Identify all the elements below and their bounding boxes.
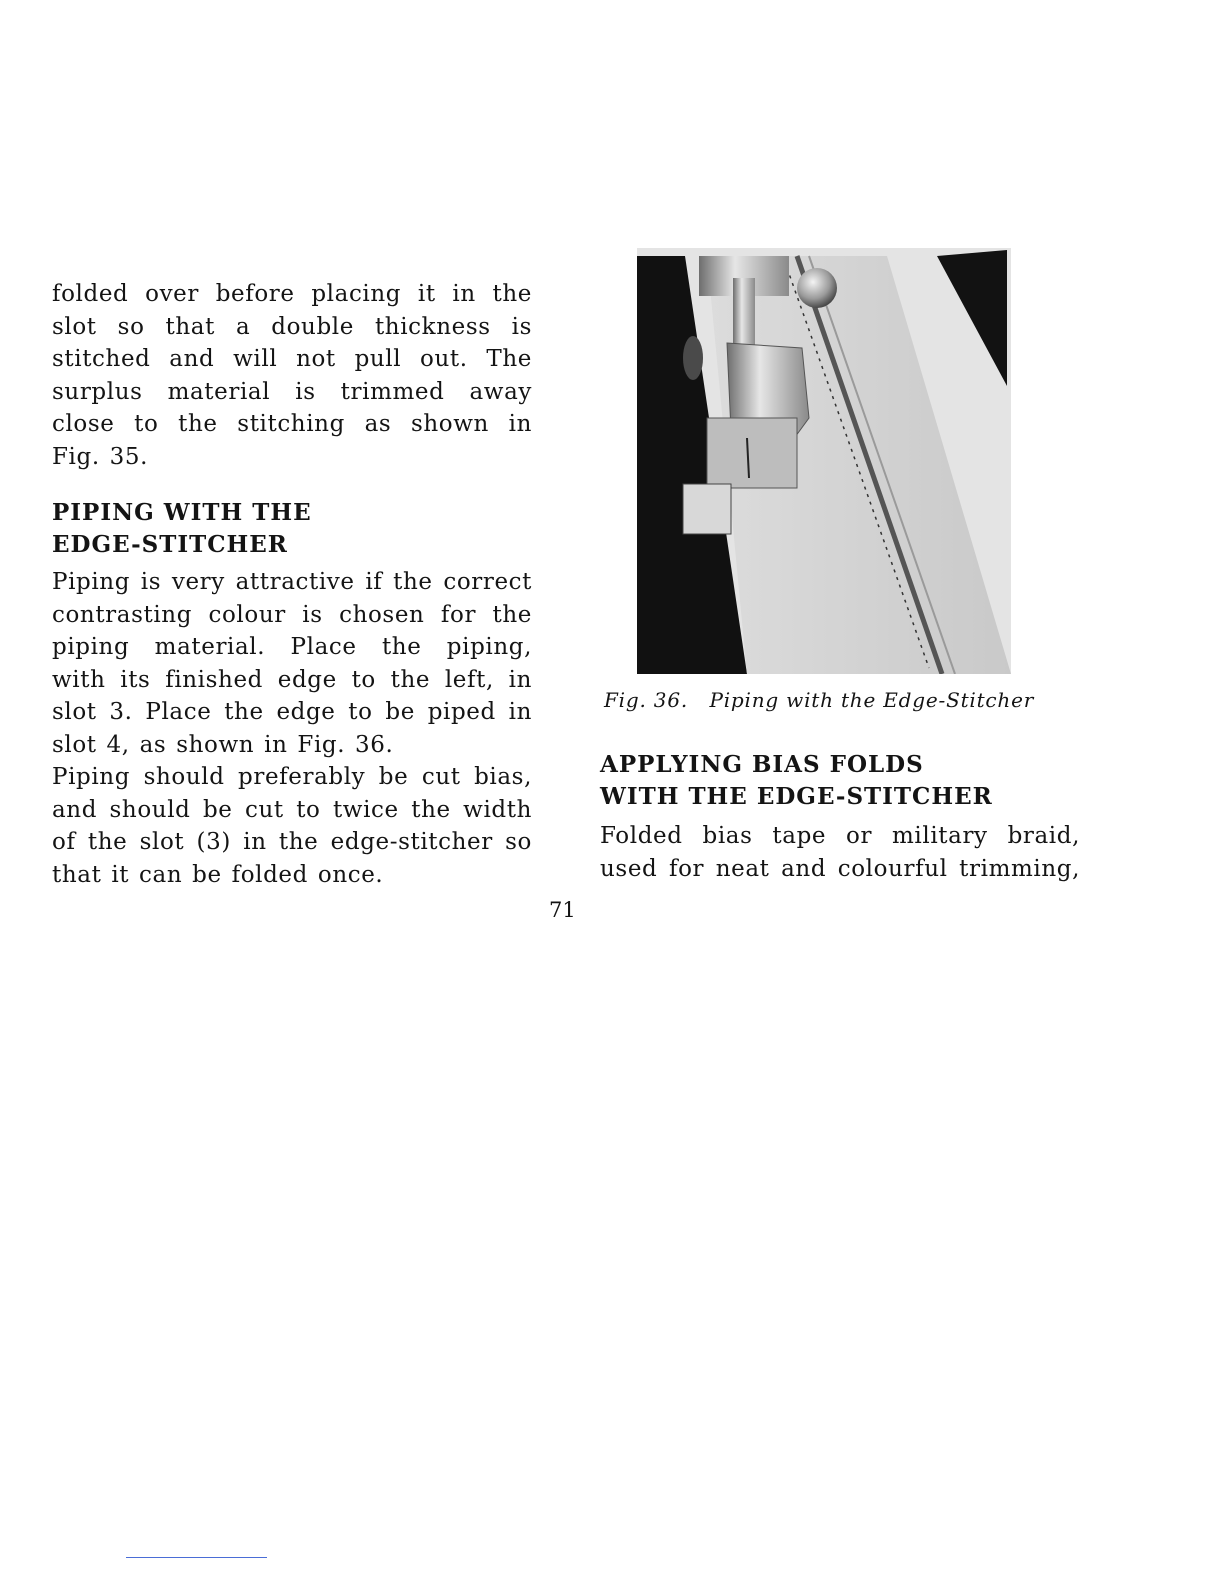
text-line: slot 4, as shown in Fig. 36.	[52, 731, 394, 758]
figure-36-photo	[637, 248, 1011, 674]
text-line: used for neat and colourful trimming,	[600, 855, 1080, 882]
text-line: piping material. Place the piping,	[52, 634, 532, 660]
heading-line: EDGE-STITCHER	[52, 531, 288, 558]
page-number: 71	[549, 898, 576, 922]
text-line: of the slot (3) in the edge-stitcher so	[52, 829, 532, 855]
text-line: Piping should preferably be cut bias,	[52, 764, 532, 790]
text-line: that it can be folded once.	[52, 861, 384, 888]
text-line: and should be cut to twice the width	[52, 796, 532, 823]
text-line: folded over before placing it in the	[52, 281, 532, 307]
text-line: stitched and will not pull out. The	[52, 346, 532, 372]
piping-paragraph-1	[52, 566, 532, 761]
text-line: slot 3. Place the edge to be piped in	[52, 699, 532, 725]
text-line: Fig. 35.	[52, 443, 149, 470]
bias-folds-paragraph	[600, 820, 1080, 885]
text-line: contrasting colour is chosen for the	[52, 601, 532, 628]
text-line: slot so that a double thickness is	[52, 313, 532, 340]
text-line: with its finished edge to the left, in	[52, 666, 532, 693]
edge-stitcher-photo	[637, 248, 1011, 674]
heading-line: PIPING WITH THE	[52, 499, 312, 526]
continued-paragraph	[52, 278, 532, 473]
text-line: close to the stitching as shown in	[52, 411, 532, 437]
edge-stitcher-plate	[707, 418, 797, 488]
section-heading-bias-folds	[600, 749, 993, 813]
machine-knob	[797, 268, 837, 308]
footnote-rule	[126, 1557, 267, 1558]
text-line: surplus material is trimmed away	[52, 378, 532, 405]
thumb-screw	[683, 336, 703, 380]
heading-line: APPLYING BIAS FOLDS	[600, 751, 924, 778]
section-heading-piping	[52, 497, 312, 561]
piping-paragraph-2	[52, 761, 532, 891]
edge-stitcher-guide	[683, 484, 731, 534]
text-line: Piping is very attractive if the correct	[52, 569, 532, 595]
text-line: Folded bias tape or military braid,	[600, 823, 1080, 849]
heading-line: WITH THE EDGE-STITCHER	[600, 783, 993, 810]
figure-caption: Fig. 36. Piping with the Edge-Stitcher	[604, 688, 1035, 712]
